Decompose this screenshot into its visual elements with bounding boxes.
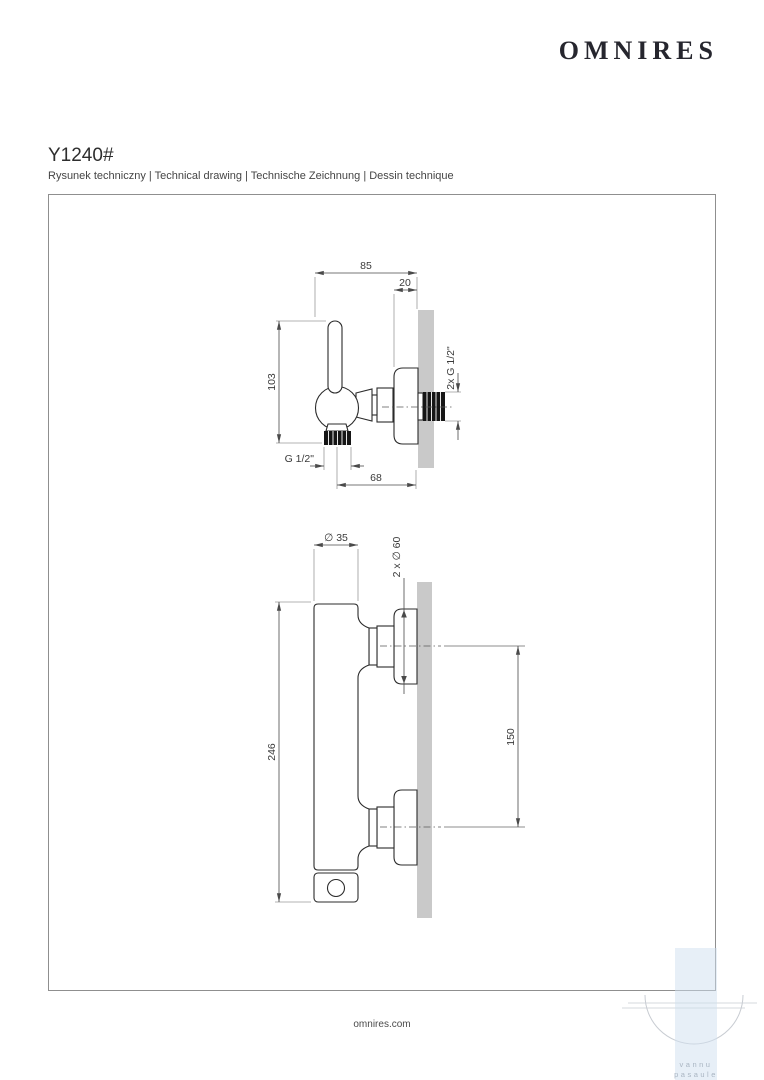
drawing-caption: Rysunek techniczny | Technical drawing | Technische Zeichnung | Dessin technique: [48, 170, 454, 182]
dim-246-label: 246: [266, 743, 278, 761]
inlet-thread: [423, 392, 445, 421]
wall-section: [417, 582, 432, 918]
dim-d35-label: ∅ 35: [324, 532, 348, 544]
lower-stub: [369, 809, 377, 846]
side-view: [266, 260, 461, 489]
dim-inlet-spacing: [444, 646, 525, 827]
watermark-text-1: vannu: [679, 1060, 713, 1069]
dim-85-label: 85: [360, 260, 372, 272]
dim-inlet-thread: [445, 346, 461, 440]
dim-103-label: 103: [266, 373, 278, 391]
product-code: Y1240#: [48, 145, 114, 166]
inlet-thread-label: 2x G 1/2": [445, 346, 457, 390]
watermark-text-2: pasaule: [674, 1070, 718, 1079]
outlet-neck: [326, 424, 348, 431]
dim-d60-label: 2 x ∅ 60: [391, 536, 403, 578]
dim-rosette-depth: [394, 277, 417, 367]
upper-escutcheon: [394, 609, 417, 684]
lower-flange: [377, 807, 394, 848]
bottom-cap-port: [328, 880, 345, 897]
outlet-thread-label: G 1/2": [284, 453, 314, 465]
dim-20-label: 20: [399, 277, 411, 289]
dim-body-diameter: [314, 532, 358, 601]
dim-body-height: [266, 602, 311, 902]
mixer-body: [314, 604, 369, 870]
dim-outlet-thread: [285, 447, 364, 470]
dim-150-label: 150: [505, 728, 517, 746]
outlet-thread: [324, 431, 351, 445]
website-footer: omnires.com: [353, 1019, 411, 1030]
upper-stub: [369, 628, 377, 665]
escutcheon: [394, 368, 418, 444]
neck: [372, 395, 377, 415]
lever-handle: [328, 321, 342, 393]
front-view: [266, 532, 525, 918]
shop-watermark: [600, 948, 764, 1080]
inlet-neck: [418, 393, 423, 420]
lower-escutcheon: [394, 790, 417, 865]
dim-outlet-to-wall: [337, 447, 416, 489]
flange: [377, 388, 393, 422]
wall-section: [418, 310, 434, 468]
dim-height: [266, 321, 326, 443]
upper-flange: [377, 626, 394, 667]
omnires-logo: OMNIRES: [558, 36, 718, 65]
dim-68-label: 68: [370, 472, 382, 484]
